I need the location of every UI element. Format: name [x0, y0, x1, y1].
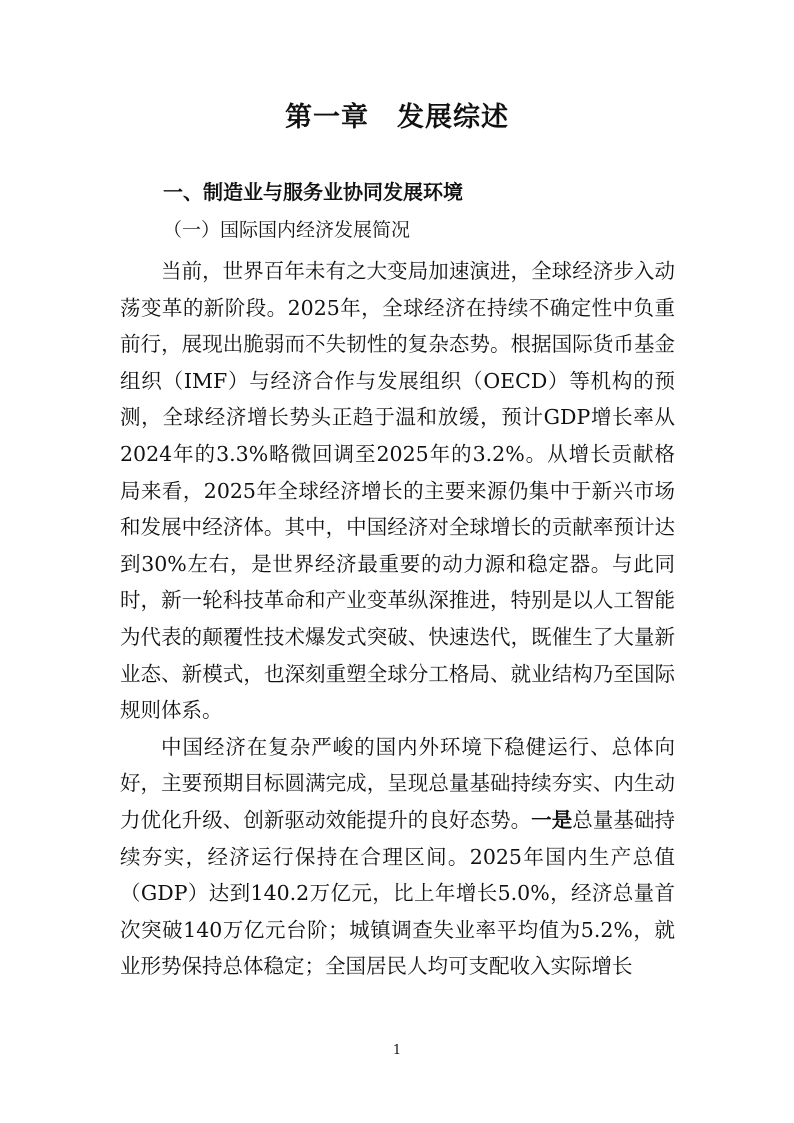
subsection-heading: （一）国际国内经济发展简况 [163, 219, 411, 241]
chapter-title: 第一章 发展综述 [285, 102, 509, 133]
paragraph-text: 总量基础持续夯实，经济运行保持在合理区间。2025年国内生产总值（GDP）达到140.2万亿元，比上年增长5.0%，经济总量首次突破140万亿元台阶；城镇调查失业率平均值为5.2%，就业形势保持总体稳定；全国居民人均可支配收入实际增长 [120, 807, 676, 979]
paragraph [120, 729, 675, 985]
section-heading: 一、制造业与服务业协同发展环境 [163, 180, 463, 204]
emphasis-text: 一是 [531, 807, 573, 832]
paragraph-text: 中国经济在复杂严峻的国内外环境下稳健运行、总体向好，主要预期目标圆满完成，呈现总量基础持续夯实、内生动力优化升级、创新驱动效能提升的良好态势。 [120, 734, 675, 832]
body-text [120, 253, 675, 985]
page-number: 1 [392, 1043, 402, 1058]
paragraph: 当前，世界百年未有之大变局加速演进，全球经济步入动荡变革的新阶段。2025年，全球经济在持续不确定性中负重前行，展现出脆弱而不失韧性的复杂态势。根据国际货币基金组织（IMF）与经济合作与发展组织（OECD）等机构的预测，全球经济增长势头正趋于温和放缓，预计GDP增长率从2024年的3.3%略微回调至2025年的3.2%。从增长贡献格局来看，2025年全球经济增长的主要来源仍集中于新兴市场和发展中经济体。其中，中国经济对全球增长的贡献率预计达到30%左右，是世界经济最重要的动力源和稳定器。与此同时，新一轮科技革命和产业变革纵深推进，特别是以人工智能为代表的颠覆性技术爆发式突破、快速迭代，既催生了大量新业态、新模式，也深刻重塑全球分工格局、就业结构乃至国际规则体系。 [120, 259, 675, 723]
